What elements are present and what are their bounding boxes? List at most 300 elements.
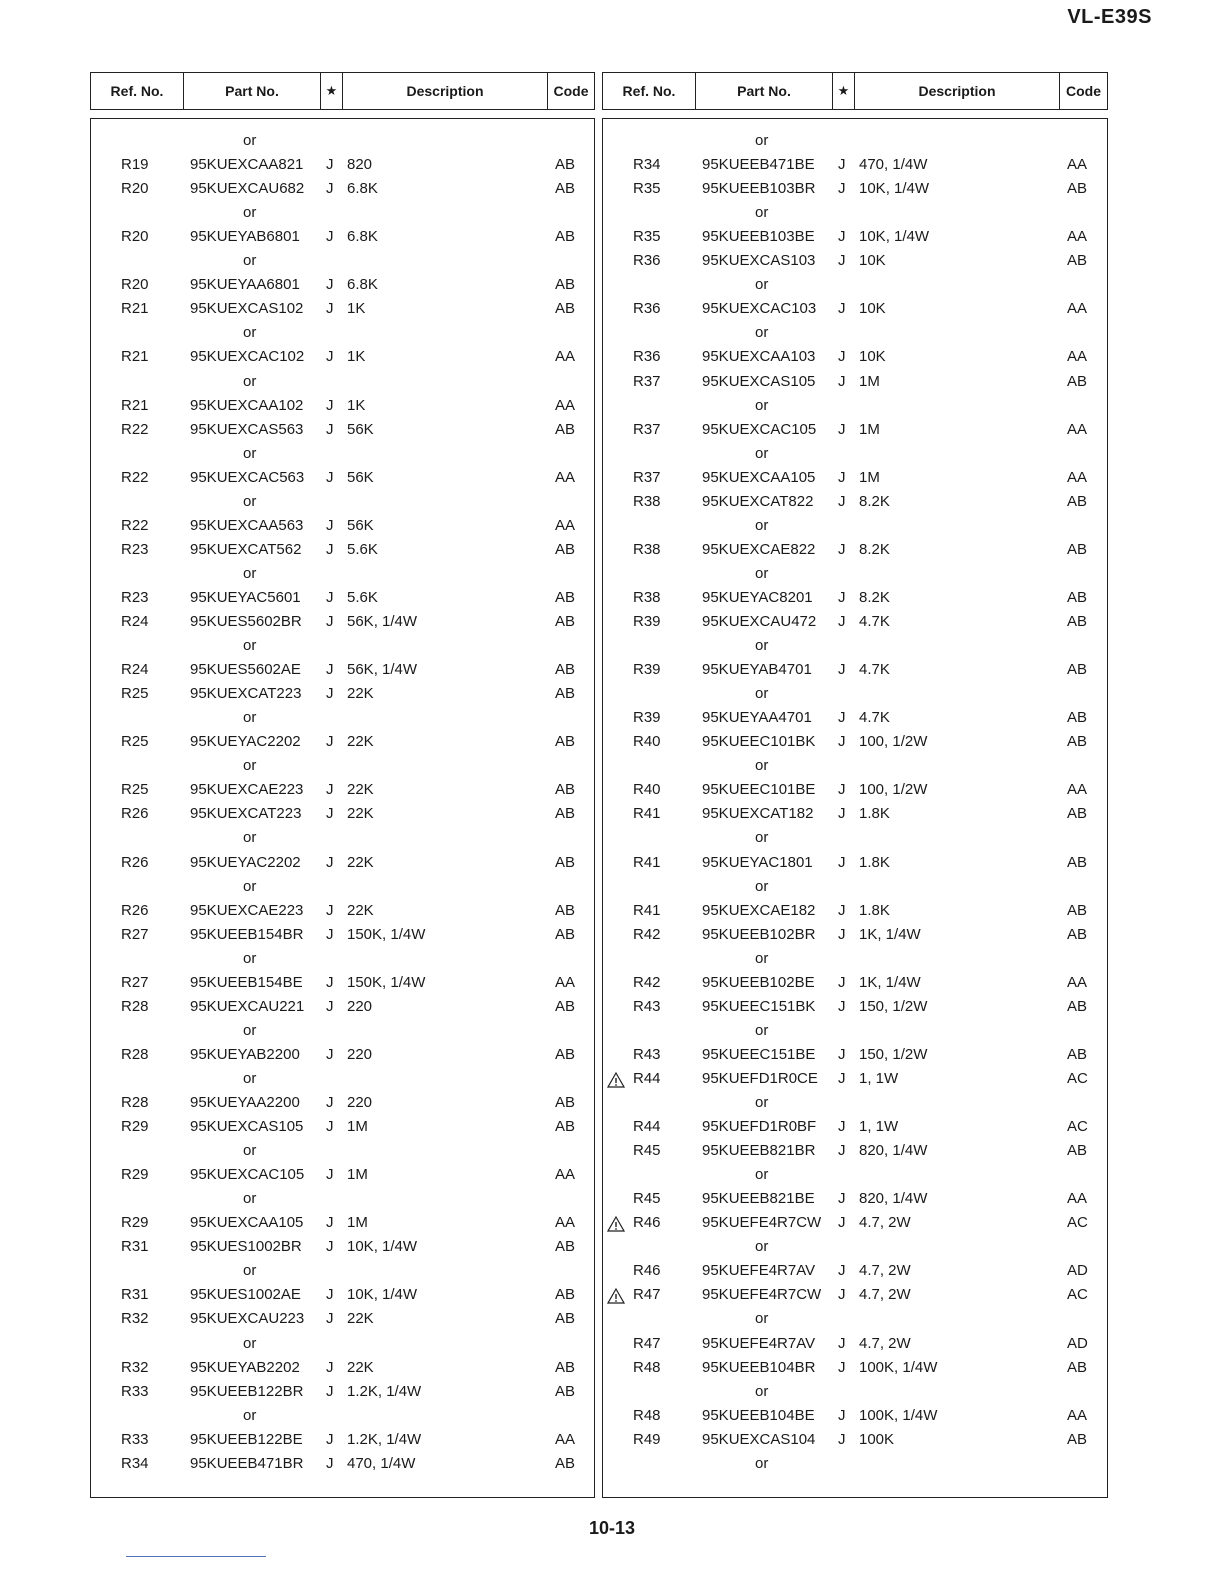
part-no: 95KUEYAA4701 (702, 709, 812, 727)
price-code: AB (1067, 492, 1088, 510)
part-no: 95KUEFD1R0CE (702, 1069, 818, 1087)
or-label: or (755, 132, 769, 149)
price-code: AB (555, 805, 576, 823)
ref-no: R22 (121, 420, 149, 438)
table-row (91, 1163, 594, 1187)
star-mark: J (838, 252, 846, 270)
part-no: 95KUEXCAA821 (190, 156, 304, 174)
star-mark: J (838, 156, 846, 174)
or-label: or (243, 709, 257, 727)
ref-no: R47 (633, 1334, 661, 1352)
table-row (91, 1428, 594, 1452)
description: 22K (347, 1358, 374, 1376)
price-code: AB (1067, 252, 1088, 270)
part-no: 95KUEXCAS105 (190, 1118, 304, 1136)
price-code: AB (1067, 661, 1088, 679)
ref-no: R37 (633, 468, 661, 486)
part-no: 95KUEXCAA563 (190, 516, 304, 534)
star-mark: J (326, 733, 334, 751)
ref-no: R26 (121, 853, 149, 871)
part-no: 95KUEYAB4701 (702, 661, 812, 679)
table-row (603, 153, 1107, 177)
ref-no: R28 (121, 1045, 149, 1063)
description: 56K (347, 516, 374, 534)
or-label: or (755, 1238, 769, 1256)
part-no: 95KUEEB103BE (702, 228, 815, 246)
part-no: 95KUEXCAU472 (702, 613, 817, 630)
table-row (91, 682, 594, 706)
table-body (602, 118, 1108, 1498)
table-row (91, 1115, 594, 1139)
table-row (91, 394, 594, 418)
description: 1K (347, 300, 366, 318)
ref-no: R44 (633, 1118, 661, 1136)
star-mark: J (326, 180, 334, 198)
table-row (91, 1356, 594, 1380)
star-mark: J (326, 613, 334, 630)
star-mark: J (326, 1094, 334, 1111)
or-row (91, 1019, 594, 1043)
star-mark: J (326, 1045, 334, 1063)
description: 5.6K (347, 588, 378, 606)
table-row (603, 345, 1107, 369)
price-code: AB (555, 1238, 576, 1256)
part-no: 95KUEEB471BE (702, 156, 815, 174)
table-row (91, 899, 594, 923)
or-label: or (755, 1166, 769, 1184)
description: 22K (347, 685, 374, 703)
header-ref-no: Ref. No. (91, 73, 184, 109)
part-no: 95KUES5602AE (190, 661, 301, 679)
part-no: 95KUEEC101BK (702, 733, 816, 751)
star-mark: J (838, 925, 846, 943)
price-code: AB (555, 1286, 576, 1304)
star-mark: J (838, 901, 846, 919)
star-mark: J (838, 1286, 846, 1304)
description: 1K (347, 348, 366, 366)
price-code: AB (555, 300, 576, 318)
or-label: or (243, 132, 257, 149)
ref-no: R19 (121, 156, 149, 174)
header-star: ★ (321, 73, 343, 109)
header-code: Code (553, 83, 589, 99)
price-code: AB (555, 1094, 576, 1111)
ref-no: R48 (633, 1358, 661, 1376)
part-no: 95KUEXCAC105 (190, 1166, 305, 1184)
ref-no: R29 (121, 1166, 149, 1184)
price-code: AA (1067, 420, 1088, 438)
price-code: AB (555, 1382, 576, 1400)
description: 1, 1W (859, 1069, 899, 1087)
or-row (603, 682, 1107, 706)
part-no: 95KUEXCAA105 (190, 1214, 304, 1232)
part-no: 95KUEYAC1801 (702, 853, 813, 871)
description: 8.2K (859, 588, 890, 606)
or-row (91, 249, 594, 273)
or-label: or (243, 1142, 257, 1160)
ref-no: R38 (633, 540, 661, 558)
part-no: 95KUEEB122BE (190, 1430, 303, 1448)
star-mark: J (838, 180, 846, 198)
table-row (603, 466, 1107, 490)
description: 1.8K (859, 901, 890, 919)
star-mark: J (326, 468, 334, 486)
part-no: 95KUEYAA2200 (190, 1094, 300, 1111)
part-no: 95KUEYAB2200 (190, 1045, 300, 1063)
price-code: AA (555, 1214, 576, 1232)
ref-no: R27 (121, 925, 149, 943)
description: 22K (347, 781, 374, 799)
description: 1K, 1/4W (859, 973, 921, 991)
ref-no: R31 (121, 1286, 149, 1304)
star-mark: J (838, 348, 846, 366)
ref-no: R42 (633, 925, 661, 943)
table-row (603, 1404, 1107, 1428)
price-code: AB (1067, 901, 1088, 919)
price-code: AB (555, 156, 576, 174)
table-row (91, 971, 594, 995)
or-row (603, 754, 1107, 778)
part-no: 95KUEEB104BR (702, 1358, 816, 1376)
or-label: or (755, 1382, 769, 1400)
description: 22K (347, 853, 374, 871)
price-code: AB (1067, 180, 1088, 198)
ref-no: R34 (633, 156, 661, 174)
table-row (91, 1452, 594, 1476)
or-row (91, 634, 594, 658)
star-mark: J (838, 733, 846, 751)
part-no: 95KUEXCAE223 (190, 901, 304, 919)
header-part-no: Part No. (696, 73, 833, 109)
or-label: or (243, 1334, 257, 1352)
table-row (603, 802, 1107, 826)
table-row (603, 971, 1107, 995)
table-row (603, 225, 1107, 249)
table-row (603, 418, 1107, 442)
part-no: 95KUEXCAT223 (190, 805, 302, 823)
part-no: 95KUEXCAT562 (190, 540, 302, 558)
star-mark: J (838, 1069, 846, 1087)
ref-no: R24 (121, 613, 149, 630)
star-mark: J (326, 1430, 334, 1448)
part-no: 95KUEFE4R7AV (702, 1262, 816, 1280)
part-no: 95KUEXCAA105 (702, 468, 816, 486)
ref-no: R45 (633, 1142, 661, 1160)
star-mark: J (326, 1454, 334, 1472)
table-row (603, 538, 1107, 562)
ref-no: R34 (121, 1454, 149, 1472)
or-row (91, 201, 594, 225)
star-mark: J (838, 492, 846, 510)
part-no: 95KUEEB154BR (190, 925, 304, 943)
table-row (91, 177, 594, 201)
or-row (91, 1139, 594, 1163)
or-row (603, 201, 1107, 225)
star-mark: J (326, 853, 334, 871)
or-row (603, 947, 1107, 971)
or-row (603, 1019, 1107, 1043)
table-row (91, 345, 594, 369)
or-row (603, 1163, 1107, 1187)
or-row (603, 394, 1107, 418)
or-label: or (243, 564, 257, 582)
star-mark: J (838, 1118, 846, 1136)
ref-no: R35 (633, 228, 661, 246)
description: 1M (859, 420, 880, 438)
ref-no: R26 (121, 805, 149, 823)
price-code: AA (1067, 468, 1088, 486)
price-code: AB (1067, 709, 1088, 727)
price-code: AA (555, 348, 576, 366)
star-mark: J (326, 1286, 334, 1304)
or-label: or (755, 444, 769, 462)
or-row (603, 321, 1107, 345)
ref-no: R39 (633, 661, 661, 679)
or-label: or (243, 1262, 257, 1280)
table-row (603, 1356, 1107, 1380)
price-code: AA (1067, 228, 1088, 246)
description: 22K (347, 901, 374, 919)
description: 820 (347, 156, 373, 174)
price-code: AA (555, 973, 576, 991)
table-row (603, 899, 1107, 923)
part-no: 95KUEXCAA103 (702, 348, 816, 366)
table-row (91, 418, 594, 442)
star-mark: J (838, 1406, 846, 1424)
price-code: AB (555, 276, 576, 294)
description: 4.7, 2W (859, 1286, 911, 1304)
star-mark: J (838, 228, 846, 246)
ref-no: R23 (121, 540, 149, 558)
price-code: AB (555, 228, 576, 246)
price-code: AA (1067, 156, 1088, 174)
price-code: AB (555, 588, 576, 606)
part-no: 95KUEEB821BR (702, 1142, 816, 1160)
or-row (91, 321, 594, 345)
description: 100, 1/2W (859, 733, 928, 751)
star-mark: J (326, 1238, 334, 1256)
description: 10K (859, 348, 886, 366)
price-code: AB (555, 180, 576, 198)
description: 6.8K (347, 228, 378, 246)
or-row (603, 826, 1107, 850)
description: 22K (347, 733, 374, 751)
price-code: AB (1067, 1358, 1088, 1376)
table-row (91, 1211, 594, 1235)
price-code: AA (1067, 300, 1088, 318)
part-no: 95KUEXCAS103 (702, 252, 816, 270)
table-row (91, 1283, 594, 1307)
part-no: 95KUEEC151BE (702, 1045, 816, 1063)
star-mark: J (838, 1142, 846, 1160)
part-no: 95KUEFE4R7CW (702, 1214, 822, 1232)
star-mark: J (838, 1358, 846, 1376)
table-row (603, 370, 1107, 394)
star-mark: J (326, 1358, 334, 1376)
ref-no: R21 (121, 396, 149, 414)
or-label: or (755, 949, 769, 967)
table-row (603, 658, 1107, 682)
star-mark: J (838, 1190, 846, 1208)
or-label: or (755, 204, 769, 222)
star-mark: J (838, 540, 846, 558)
ref-no: R47 (633, 1286, 661, 1304)
or-row (91, 826, 594, 850)
footer-rule (126, 1556, 266, 1557)
table-row (603, 1211, 1107, 1235)
or-label: or (243, 444, 257, 462)
description: 1M (859, 468, 880, 486)
star-mark: J (326, 925, 334, 943)
price-code: AA (555, 1166, 576, 1184)
table-row (91, 273, 594, 297)
table-row (91, 538, 594, 562)
price-code: AB (1067, 613, 1088, 630)
or-label: or (243, 492, 257, 510)
or-row (91, 875, 594, 899)
ref-no: R44 (633, 1069, 661, 1087)
ref-no: R33 (121, 1430, 149, 1448)
or-label: or (243, 204, 257, 222)
or-label: or (755, 757, 769, 775)
or-label: or (755, 324, 769, 342)
star-mark: J (326, 685, 334, 703)
star-mark: J (838, 1262, 846, 1280)
star-mark: J (838, 300, 846, 318)
or-label: or (755, 877, 769, 895)
star-mark: J (326, 228, 334, 246)
or-row (91, 1187, 594, 1211)
part-no: 95KUEXCAC102 (190, 348, 305, 366)
or-row (603, 1380, 1107, 1404)
price-code: AC (1067, 1286, 1088, 1304)
star-mark: J (326, 1214, 334, 1232)
ref-no: R43 (633, 1045, 661, 1063)
or-row (91, 442, 594, 466)
description: 10K (859, 252, 886, 270)
description: 6.8K (347, 180, 378, 198)
part-no: 95KUEEB122BR (190, 1382, 304, 1400)
description: 22K (347, 1310, 374, 1328)
price-code: AA (1067, 348, 1088, 366)
or-label: or (755, 1454, 769, 1472)
table-row (603, 1067, 1107, 1091)
price-code: AB (555, 540, 576, 558)
ref-no: R36 (633, 348, 661, 366)
ref-no: R37 (633, 420, 661, 438)
or-label: or (243, 1406, 257, 1424)
or-label: or (755, 829, 769, 847)
price-code: AB (1067, 372, 1088, 390)
ref-no: R35 (633, 180, 661, 198)
header-star: ★ (833, 73, 855, 109)
ref-no: R25 (121, 781, 149, 799)
ref-no: R32 (121, 1310, 149, 1328)
parts-table-right (602, 72, 1108, 1472)
or-row (91, 129, 594, 153)
or-row (603, 634, 1107, 658)
star-mark: J (838, 613, 846, 630)
part-no: 95KUES1002BR (190, 1238, 302, 1256)
ref-no: R39 (633, 709, 661, 727)
star-mark: J (326, 516, 334, 534)
or-row (603, 1091, 1107, 1115)
or-label: or (755, 276, 769, 294)
description: 150K, 1/4W (347, 925, 426, 943)
or-row (603, 875, 1107, 899)
ref-no: R49 (633, 1430, 661, 1448)
table-row (91, 1091, 594, 1115)
table-row (603, 1259, 1107, 1283)
or-label: or (755, 564, 769, 582)
or-label: or (243, 372, 257, 390)
table-row (603, 297, 1107, 321)
part-no: 95KUEXCAU221 (190, 997, 305, 1015)
description: 100K, 1/4W (859, 1406, 938, 1424)
part-no: 95KUEYAB6801 (190, 228, 300, 246)
table-row (603, 923, 1107, 947)
description: 1M (859, 372, 880, 390)
price-code: AB (1067, 1045, 1088, 1063)
price-code: AB (1067, 540, 1088, 558)
table-row (603, 177, 1107, 201)
description: 470, 1/4W (347, 1454, 416, 1472)
description: 150, 1/2W (859, 1045, 928, 1063)
or-row (603, 1235, 1107, 1259)
price-code: AB (555, 1454, 576, 1472)
price-code: AD (1067, 1334, 1088, 1352)
or-row (603, 514, 1107, 538)
ref-no: R33 (121, 1382, 149, 1400)
price-code: AC (1067, 1069, 1088, 1087)
or-label: or (755, 1310, 769, 1328)
ref-no: R22 (121, 468, 149, 486)
star-mark: J (326, 661, 334, 679)
star-mark: J (326, 420, 334, 438)
ref-no: R38 (633, 492, 661, 510)
part-no: 95KUEXCAS563 (190, 420, 304, 438)
ref-no: R22 (121, 516, 149, 534)
price-code: AB (1067, 925, 1088, 943)
description: 100, 1/2W (859, 781, 928, 799)
description: 10K, 1/4W (859, 228, 930, 246)
star-mark: J (326, 973, 334, 991)
or-row (91, 1332, 594, 1356)
table-row (91, 658, 594, 682)
table-body (90, 118, 595, 1498)
description: 10K, 1/4W (347, 1286, 418, 1304)
ref-no: R41 (633, 901, 661, 919)
part-no: 95KUEYAB2202 (190, 1358, 300, 1376)
ref-no: R40 (633, 733, 661, 751)
price-code: AB (555, 997, 576, 1015)
ref-no: R31 (121, 1238, 149, 1256)
part-no: 95KUEXCAT223 (190, 685, 302, 703)
or-row (91, 706, 594, 730)
ref-no: R24 (121, 661, 149, 679)
ref-no: R40 (633, 781, 661, 799)
description: 56K (347, 420, 374, 438)
part-no: 95KUEXCAS105 (702, 372, 816, 390)
description: 1K, 1/4W (859, 925, 921, 943)
description: 8.2K (859, 492, 890, 510)
part-no: 95KUEXCAE182 (702, 901, 816, 919)
table-row (603, 778, 1107, 802)
or-row (91, 1067, 594, 1091)
price-code: AB (1067, 853, 1088, 871)
description: 1M (347, 1214, 368, 1232)
star-mark: J (326, 300, 334, 318)
